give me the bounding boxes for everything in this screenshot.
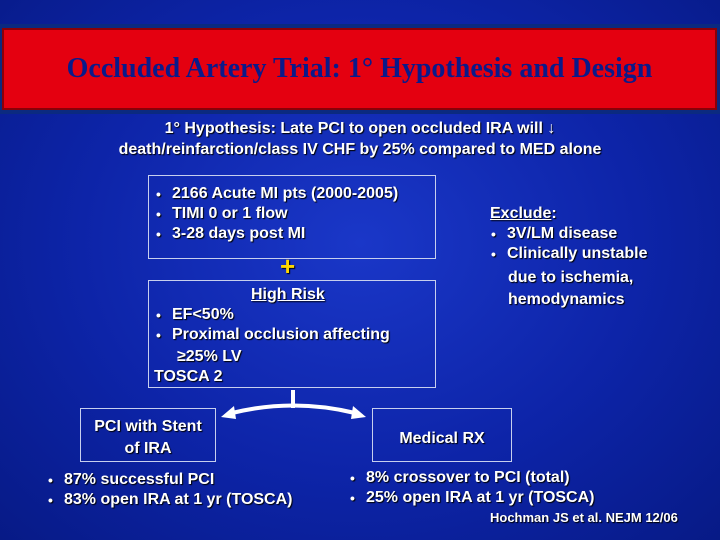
med-results-list	[348, 468, 595, 508]
list-item: • 3V/LM disease	[491, 225, 618, 242]
medical-label: Medical RX	[399, 430, 485, 447]
bullet-icon: •	[491, 226, 496, 242]
citation: Hochman JS et al. NEJM 12/06	[490, 510, 678, 525]
bullet-icon: •	[48, 492, 53, 508]
list-item: • Proximal occlusion affecting	[156, 326, 390, 343]
exclude-continuation-1: due to ischemia,	[508, 269, 634, 286]
bullet-icon: •	[491, 246, 496, 262]
list-item: • EF<50%	[156, 306, 234, 323]
bullet-icon: •	[156, 327, 161, 343]
list-item: • 3-28 days post MI	[156, 225, 306, 242]
bullet-icon: •	[156, 307, 161, 323]
list-item: • Clinically unstable	[491, 245, 648, 262]
exclude-continuation-2: hemodynamics	[508, 291, 625, 308]
bullet-icon: •	[350, 490, 355, 506]
split-curve	[232, 406, 355, 414]
list-item: • TIMI 0 or 1 flow	[156, 205, 288, 222]
bullet-icon: •	[48, 472, 53, 488]
pci-line-1: PCI with Stent	[94, 418, 202, 435]
tosca-label: TOSCA 2	[154, 368, 223, 385]
list-item: • 2166 Acute MI pts (2000-2005)	[156, 185, 399, 202]
pci-box	[80, 408, 216, 462]
list-item: • 87% successful PCI	[48, 471, 215, 488]
slide-title: Occluded Artery Trial: 1° Hypothesis and Design	[66, 53, 653, 84]
bullet-icon: •	[156, 206, 161, 222]
pci-results-list	[46, 470, 293, 510]
right-arrow-icon	[351, 406, 366, 419]
list-item: • 83% open IRA at 1 yr (TOSCA)	[48, 491, 293, 508]
high-risk-heading: High Risk	[251, 286, 325, 303]
exclude-heading: Exclude:	[490, 205, 557, 222]
bullet-icon: •	[350, 470, 355, 486]
bullet-icon: •	[156, 226, 161, 242]
medical-box	[372, 408, 512, 462]
plus-sign: +	[280, 251, 296, 281]
left-arrow-icon	[221, 406, 236, 419]
list-item: • 25% open IRA at 1 yr (TOSCA)	[350, 489, 595, 506]
hypothesis-line-2: death/reinfarction/class IV CHF by 25% compared to MED alone	[118, 141, 602, 158]
list-item: • 8% crossover to PCI (total)	[350, 469, 570, 486]
high-risk-continuation: ≥25% LV	[177, 348, 242, 365]
hypothesis-line-1: 1° Hypothesis: Late PCI to open occluded IRA will ↓	[164, 120, 556, 137]
pci-line-2: of IRA	[124, 440, 172, 457]
bullet-icon: •	[156, 186, 161, 202]
